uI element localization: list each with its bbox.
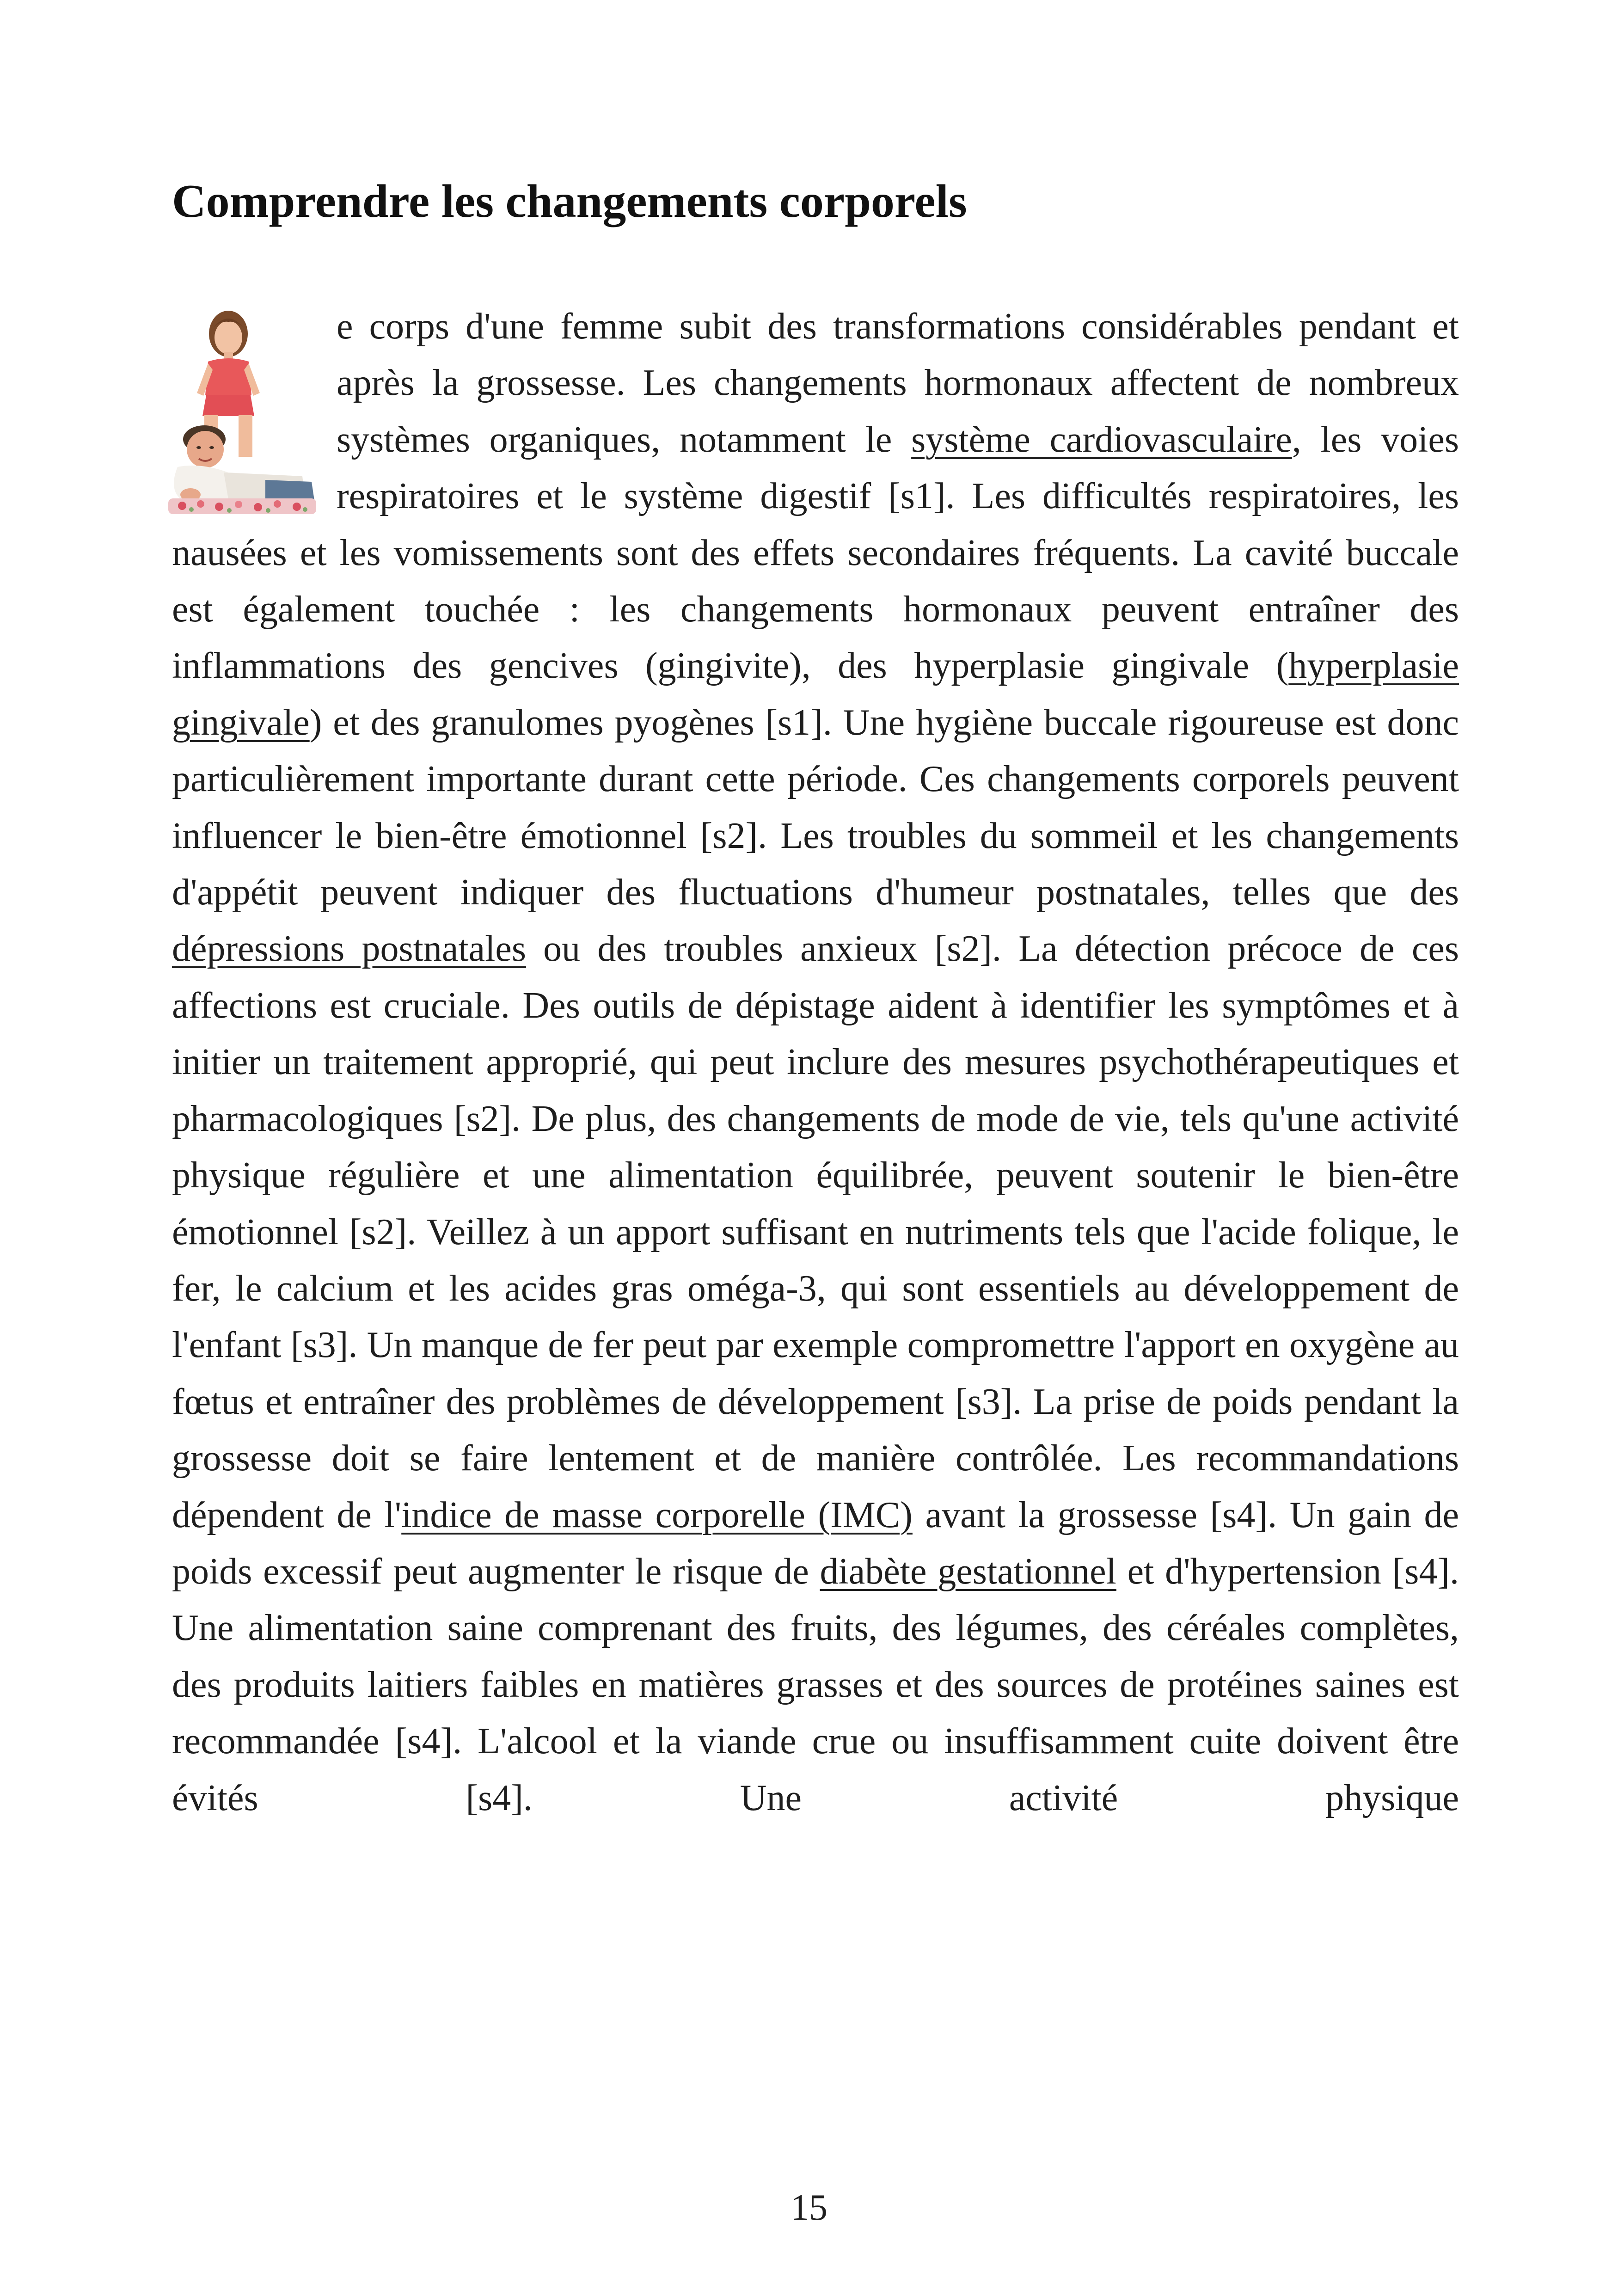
link-diabete-gestationnel[interactable]: diabète gestationnel (820, 1551, 1116, 1592)
link-depressions-postnatales[interactable]: dépressions postnatales (172, 928, 526, 970)
body-paragraph (172, 298, 1459, 1826)
link-hyperplasie-gingivale[interactable]: hyperplasie gingivale (172, 645, 1459, 743)
paragraph-text: avant la grossesse [s4]. Un gain de poids excessif peut augmenter le risque de (172, 1494, 1459, 1592)
section-heading: Comprendre les changements corporels (172, 175, 967, 227)
link-indice-masse-corporelle[interactable]: indice de masse corporelle (IMC) (401, 1494, 913, 1535)
paragraph-text: et d'hypertension [s4]. Une alimentation saine comprenant des fruits, des légumes, des céréales complètes, des produits laitiers faibles en matières grasses et des sources de protéines saines est recommandée [s4]. L'alcool et la viande crue ou insuffisamment cuite doivent être évités [s4]. Une activité physique (172, 1551, 1459, 1818)
paragraph-text: ) et des granulomes pyogènes [s1]. Une hygiène buccale rigoureuse est donc particulièrement importante durant cette période. Ces changements corporels peuvent influencer le bien-être émotionnel [s2]. Les troubles du sommeil et les changements d'appétit peuvent indiquer des fluctuations d'humeur postnatales, telles que des (172, 702, 1459, 913)
paragraph-text: , les voies respiratoires et le système digestif [s1]. Les difficultés respiratoires, les nausées et les vomissements sont des effets secondaires fréquents. La cavité buccale est également touchée : les changements hormonaux peuvent entraîner des inflammations des gencives (gingivite), des hyperplasie gingivale ( (172, 419, 1459, 687)
paragraph-text: ou des troubles anxieux [s2]. La détection précoce de ces affections est cruciale. Des outils de dépistage aident à identifier les symptômes et à initier un traitement approprié, qui peut inclure des mesures psychothérapeutiques et pharmacologiques [s2]. De plus, des changements de mode de vie, tels qu'une activité physique régulière et une alimentation équilibrée, peuvent soutenir le bien-être émotionnel [s2]. Veillez à un apport suffisant en nutriments tels que l'acide folique, le fer, le calcium et les acides gras oméga-3, qui sont essentiels au développement de l'enfant [s3]. Un manque de fer peut par exemple compromettre l'apport en oxygène au fœtus et entraîner des problèmes de développement [s3]. La prise de poids pendant la grossesse doit se faire lentement et de manière contrôlée. Les recommandations dépendent de l' (172, 928, 1459, 1535)
family-photo-illustration (164, 301, 321, 518)
link-systeme-cardiovasculaire[interactable]: système cardiovasculaire (911, 419, 1292, 460)
page-number: 15 (791, 2187, 827, 2228)
paragraph-text: e corps d'une femme subit des transformations considérables pendant et après la grossesse. Les changements hormonaux affectent de nombreux systèmes organiques, notamment le (337, 306, 1459, 460)
